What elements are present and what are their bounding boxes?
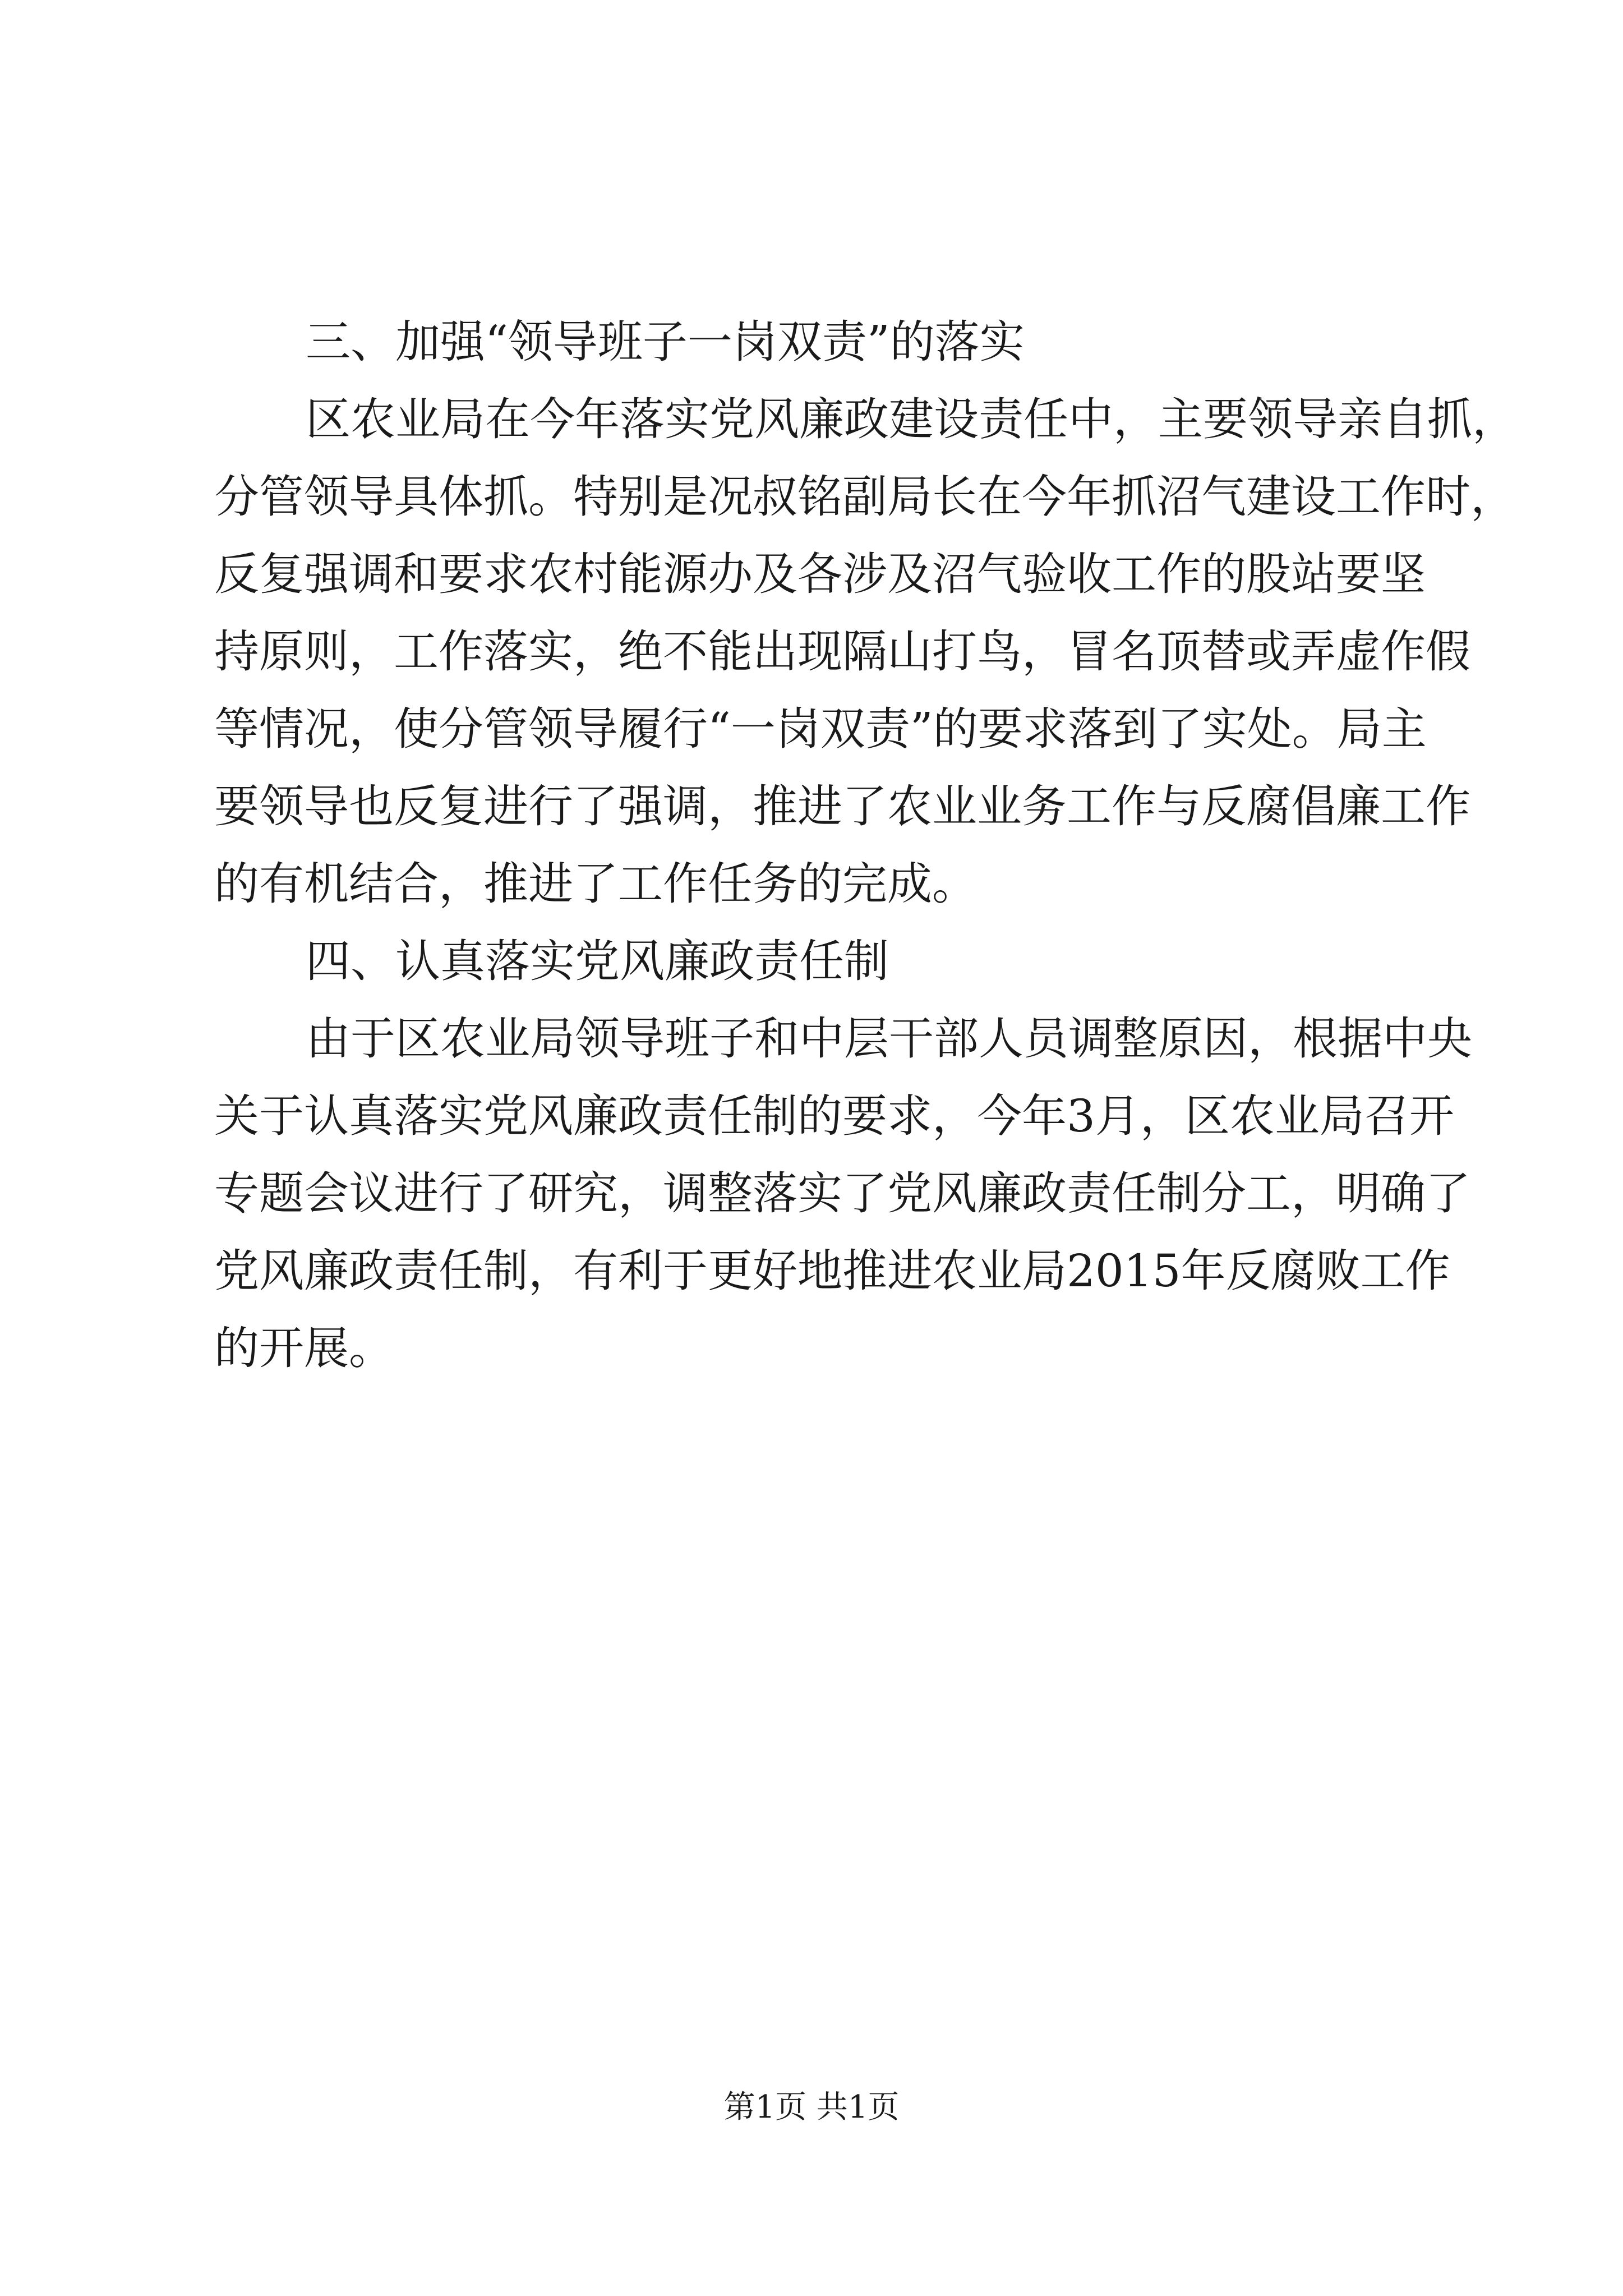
paragraph-line: 党风廉政责任制，有利于更好地推进农业局2015年反腐败工作 bbox=[214, 1245, 1450, 1297]
section-heading-4: 四、认真落实党风廉政责任制 bbox=[306, 935, 889, 987]
paragraph-line: 反复强调和要求农村能源办及各涉及沼气验收工作的股站要坚 bbox=[214, 548, 1426, 600]
paragraph-line: 关于认真落实党风廉政责任制的要求，今年3月，区农业局召开 bbox=[214, 1090, 1454, 1142]
section-heading-3: 三、加强“领导班子一岗双责”的落实 bbox=[306, 316, 1025, 368]
paragraph-line: 要领导也反复进行了强调，推进了农业业务工作与反腐倡廉工作 bbox=[214, 780, 1470, 832]
paragraph-line: 分管领导具体抓。特别是况叔铭副局长在今年抓沼气建设工作时， bbox=[214, 471, 1515, 523]
paragraph-line: 的有机结合，推进了工作任务的完成。 bbox=[214, 858, 977, 910]
paragraph-line: 区农业局在今年落实党风廉政建设责任中，主要领导亲自抓， bbox=[306, 393, 1517, 445]
paragraph-line: 持原则，工作落实，绝不能出现隔山打鸟，冒名顶替或弄虚作假 bbox=[214, 625, 1470, 678]
paragraph-line: 由于区农业局领导班子和中层干部人员调整原因，根据中央 bbox=[306, 1013, 1472, 1065]
paragraph-line: 的开展。 bbox=[214, 1322, 394, 1374]
page-number-footer: 第1页 共1页 bbox=[723, 2089, 900, 2125]
paragraph-line: 等情况，使分管领导履行“一岗双责”的要求落到了实处。局主 bbox=[214, 703, 1427, 755]
paragraph-line: 专题会议进行了研究，调整落实了党风廉政责任制分工，明确了 bbox=[214, 1167, 1470, 1220]
